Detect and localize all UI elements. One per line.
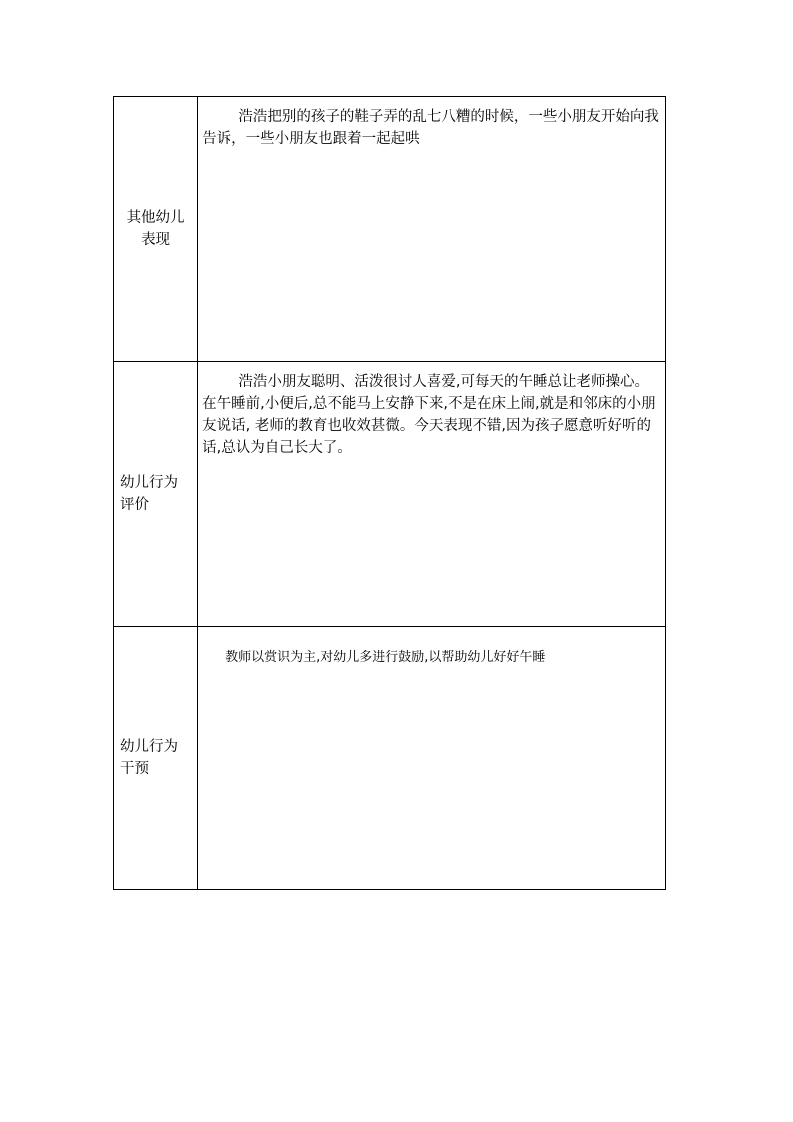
- label-cell-behavior-intervention: [114, 627, 198, 890]
- label-cell-behavior-evaluation: [114, 362, 198, 627]
- row-content: 浩浩把别的孩子的鞋子弄的乱七八糟的时候，一些小朋友开始向我告诉，一些小朋友也跟着一起起哄: [202, 109, 659, 147]
- content-cell-behavior-intervention: [198, 627, 666, 890]
- row-content: 教师以赏识为主,对幼儿多进行鼓励,以帮助幼儿好好午睡: [225, 650, 546, 665]
- row-label: 幼儿行为评价: [120, 475, 178, 513]
- table-row: [114, 362, 666, 627]
- content-cell-other-children: [198, 97, 666, 362]
- row-content: 浩浩小朋友聪明、活泼很讨人喜爱,可每天的午睡总让老师操心。在午睡前,小便后,总不能马上安静下来,不是在床上闹,就是和邻床的小朋友说话, 老师的教育也收效甚微。今天表现不错,因为孩子愿意听好听的话,总认为自己长大了。: [202, 374, 656, 456]
- label-cell-other-children: [114, 97, 198, 362]
- observation-table: [113, 96, 666, 890]
- row-label: 其他幼儿表现: [126, 210, 185, 248]
- row-label: 幼儿行为干预: [120, 739, 178, 777]
- content-cell-behavior-evaluation: [198, 362, 666, 627]
- table-row: [114, 627, 666, 890]
- table-row: [114, 97, 666, 362]
